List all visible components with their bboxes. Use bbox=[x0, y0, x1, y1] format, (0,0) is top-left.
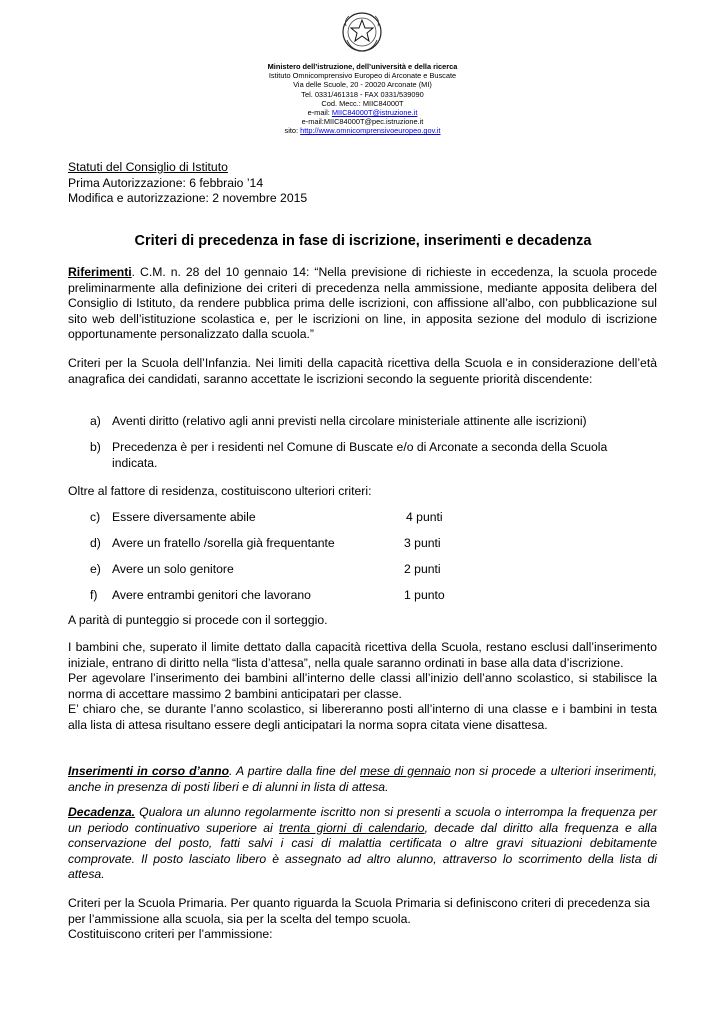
decadenza-paragraph: Decadenza. Qualora un alunno regolarmente iscritto non si presenti a scuola o interrompa la frequenza per un periodo continuativo superiore ai trenta giorni di calendario, decade dal diritto alla frequenza e alla conservazione del posto, fatti salvi i casi di malattia certificata o altre gravi situazioni debitamente comprovate. Il posto lasciato libero è assegnato ad altro alunno, attraverso lo scorrimento della lista di attesa. bbox=[68, 805, 657, 882]
institute-phone: Tel. 0331/461318 - FAX 0331/539090 bbox=[301, 89, 424, 99]
pec-line: e-mail:MIIC84000T@pec.istruzione.it bbox=[301, 117, 424, 127]
document-page: Ministero dell’istruzione, dell’università e della ricerca Istituto Omnicomprensivo Europeo di Arconate e Buscate Via delle Scuole, 20 - 20020 Arconate (MI) Tel. 0331/461318 - FAX 0331/539090 Cod. Mecc.: MIIC84000T e-mail: MIIC84000T@istruzione.it e-mail:MIIC84000T@pec.istruzione.it sito: http://www.omnicomprensivoeuropeo.gov.it Statuti del Consiglio di Istituto Prima Autorizzazione: 6 febbraio ’14 Modifica e autorizzazione: 2 novembre 2015 Criteri di precedenza in fase di iscrizione, inserimenti e decadenza Riferimenti. C.M. n. 28 del 10 gennaio 14: “Nella previsione di richieste in eccedenza, la scuola procede preliminarmente alla definizione dei criteri di precedenza nella ammissione, mediante apposita delibera del Consiglio di Istituto, da rendere pubblica prima delle iscrizioni, con affissione all’albo, con pubblicazione sul sito web dell’istituzione scolastica e, per le iscrizioni on line, in apposita sezione del modulo di iscrizione opportunamente personalizzato dalla scuola.” Criteri per la Scuola dell’Infanzia. Nei limiti della capacità ricettiva della Scuola e in considerazione dell’età anagrafica dei candidati, saranno accettate le iscrizioni secondo la seguente priorità discendente: a) Aventi diritto (relativo agli anni previsti nella circolare ministeriale attinente alle iscrizioni) b) Precedenza è per i residenti nel Comune di Buscate e/o di Arconate a seconda della Scuola indicata. Oltre al fattore di residenza, costituiscono ulteriori criteri: c) Essere diversamente abile 4 punti d) Avere un fratello /sorella già frequentante 3 punti e) Avere un solo genitore 2 punti f) Avere entrambi genitori che lavorano 1 punto A parità di punteggio si procede con il sorteggio. I bambini che, superato il limite dettato dalla capacità ricettiva della Scuola, restano esclusi dall’inserimento iniziale, entrano di diritto nella “lista d’attesa”, nella quale saranno ordinati in base alla data d’iscrizione. Per agevolare l’inserimento dei bambini all’interno delle classi all’inizio dell’anno scolastico, si stabilisce la norma di accettare massimo 2 bambini anticipatari per classe. E’ chiaro che, se durante l’anno scolastico, si libereranno posti all’interno di una classe e i bambini in testa alla lista di attesa risultano essere degli anticipatari la norma sopra citata viene disattesa. Inserimenti in corso d’anno. A partire dalla fine del mese di gennaio non si procede a ulteriori inserimenti, anche in presenza di posti liberi e di alunni in lista di attesa. Decadenza. Qualora un alunno regolarmente iscritto non si presenti a scuola o interrompa la frequenza per un periodo continuativo superiore ai trenta giorni di calendario, decade dal diritto alla frequenza e alla conservazione del posto, fatti salvi i casi di malattia certificata o altre gravi situazioni debitamente comprovate. Il posto lasciato libero è assegnato ad altro alunno, attraverso lo scorrimento della lista di attesa. Criteri per la Scuola Primaria. Per quanto riguarda la Scuola Primaria si definiscono criteri di precedenza sia per l’ammissione alla scuola, sia per la scelta del tempo scuola. Costituiscono criteri per l’ammissione: bbox=[0, 0, 725, 1024]
italian-republic-emblem-icon bbox=[341, 10, 383, 54]
first-authorization: Prima Autorizzazione: 6 febbraio ’14 bbox=[68, 175, 264, 190]
criterion-points: 1 punto bbox=[404, 588, 445, 602]
primaria-paragraph: Criteri per la Scuola Primaria. Per quanto riguarda la Scuola Primaria si definiscono criteri di precedenza sia per l’ammissione alla scuola, sia per la scelta del tempo scuola. Costituiscono criteri per l’ammissione: bbox=[68, 896, 650, 942]
criterion-points: 3 punti bbox=[404, 536, 441, 550]
institute-code: Cod. Mecc.: MIIC84000T bbox=[321, 98, 404, 108]
email-link[interactable]: MIIC84000T@istruzione.it bbox=[331, 108, 418, 118]
criterion-points: 4 punti bbox=[406, 510, 443, 524]
modification-date: Modifica e autorizzazione: 2 novembre 2015 bbox=[68, 191, 308, 205]
site-link[interactable]: http://www.omnicomprensivoeuropeo.gov.it bbox=[300, 126, 441, 136]
inserimenti-paragraph: Inserimenti in corso d’anno. A partire dalla fine del mese di gennaio non si procede a ulteriori inserimenti, anche in presenza di posti liberi e di alunni in lista di attesa. bbox=[68, 764, 658, 794]
riferimenti-paragraph bbox=[68, 265, 657, 343]
institute-address: Via delle Scuole, 20 - 20020 Arconate (MI) bbox=[293, 80, 432, 90]
infanzia-intro: Criteri per la Scuola dell’Infanzia. Nei limiti della capacità ricettiva della Scuola e in considerazione dell’età anagrafica dei candidati, saranno accettate le iscrizioni secondo la seguente priorità discendente: bbox=[68, 356, 657, 386]
site-line: sito: http://www.omnicomprensivoeuropeo.gov.it bbox=[284, 126, 441, 136]
further-criteria-intro: Oltre al fattore di residenza, costituiscono ulteriori criteri: bbox=[68, 484, 372, 498]
statuti-block bbox=[68, 160, 307, 207]
letterhead bbox=[150, 62, 575, 136]
decadenza-label: Decadenza. bbox=[68, 805, 136, 819]
riferimenti-text: . C.M. n. 28 del 10 gennaio 14: “Nella previsione di richieste in eccedenza, la scuola procede preliminarmente alla definizione dei criteri di precedenza nella ammissione, mediante apposita delibera del Consiglio di Istituto, da rendere pubblica prima delle iscrizioni, con affissione all’albo, con pubblicazione sul sito web dell’istituzione scolastica e, per le iscrizioni on line, in apposita sezione del modulo di iscrizione opportunamente personalizzato dalla scuola.” bbox=[68, 265, 657, 342]
riferimenti-label: Riferimenti bbox=[68, 265, 132, 279]
statuti-heading: Statuti del Consiglio di Istituto bbox=[68, 160, 228, 174]
waiting-list-paragraph: I bambini che, superato il limite dettato dalla capacità ricettiva della Scuola, restano esclusi dall’inserimento iniziale, entrano di diritto nella “lista d’attesa”, nella quale saranno ordinati in base alla data d’iscrizione. Per agevolare l’inserimento dei bambini all’interno delle classi all’inizio dell’anno scolastico, si stabilisce la norma di accettare massimo 2 bambini anticipatari per classe. E’ chiaro che, se durante l’anno scolastico, si libereranno posti all’interno di una classe e i bambini in testa alla lista di attesa risultano essere degli anticipatari la norma sopra citata viene disattesa. bbox=[68, 640, 657, 732]
document-title: Criteri di precedenza in fase di iscrizione, inserimenti e decadenza bbox=[134, 233, 592, 249]
email-line: e-mail: MIIC84000T@istruzione.it bbox=[307, 108, 418, 118]
inserimenti-label: Inserimenti in corso d’anno bbox=[68, 764, 230, 778]
criterion-points: 2 punti bbox=[404, 562, 441, 576]
institute-name: Istituto Omnicomprensivo Europeo di Arconate e Buscate bbox=[268, 71, 457, 81]
ministry-name: Ministero dell’istruzione, dell’università e della ricerca bbox=[267, 62, 458, 71]
tie-break: A parità di punteggio si procede con il sorteggio. bbox=[68, 613, 328, 627]
